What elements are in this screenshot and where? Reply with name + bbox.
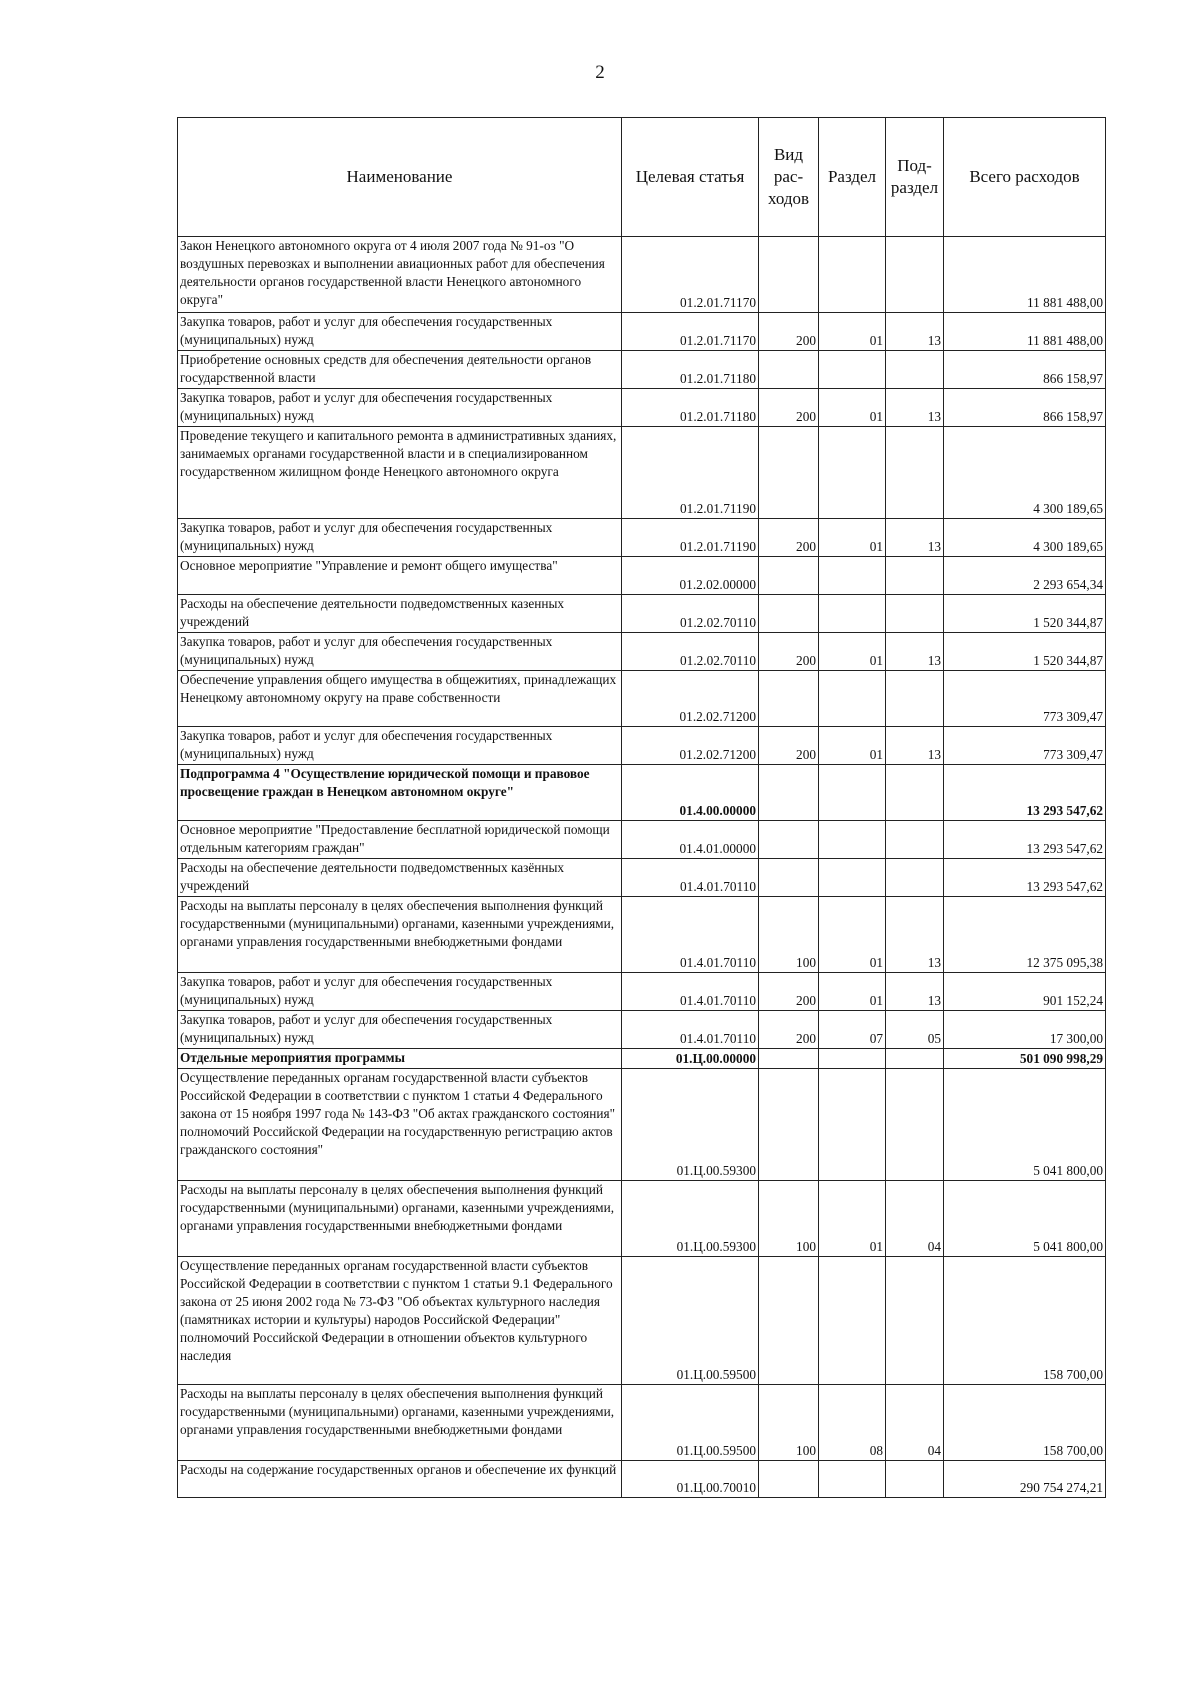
row-section (819, 595, 886, 633)
row-name: Расходы на выплаты персоналу в целях обеспечения выполнения функций государственными (муниципальными) органами, казенными учреждениями, органами управления государственными внебюджетными фондами (178, 897, 622, 973)
row-subsection (886, 595, 944, 633)
table-row (178, 897, 1106, 973)
header-section: Раздел (819, 118, 886, 237)
row-name: Основное мероприятие "Управление и ремонт общего имущества" (178, 557, 622, 595)
row-name: Расходы на обеспечение деятельности подведомственных казенных учреждений (178, 595, 622, 633)
row-expense-type: 100 (759, 1181, 819, 1257)
row-subsection (886, 1049, 944, 1069)
table-row (178, 427, 1106, 519)
row-target-article: 01.2.02.71200 (622, 671, 759, 727)
row-total: 13 293 547,62 (944, 859, 1106, 897)
row-target-article: 01.2.01.71180 (622, 389, 759, 427)
row-target-article: 01.4.01.70110 (622, 897, 759, 973)
row-total: 11 881 488,00 (944, 237, 1106, 313)
row-name: Осуществление переданных органам государственной власти субъектов Российской Федерации в соответствии с пунктом 1 статьи 4 Федерального закона от 15 ноября 1997 года № 143-ФЗ "Об актах гражданского состояния" полномочий Российской Федерации на государственную регистрацию актов гражданского состояния" (178, 1069, 622, 1181)
row-section: 07 (819, 1011, 886, 1049)
row-target-article: 01.4.00.00000 (622, 765, 759, 821)
row-target-article: 01.4.01.70110 (622, 973, 759, 1011)
row-subsection: 13 (886, 313, 944, 351)
row-total: 290 754 274,21 (944, 1461, 1106, 1498)
row-name: Подпрограмма 4 "Осуществление юридической помощи и правовое просвещение граждан в Ненецком автономном округе" (178, 765, 622, 821)
row-subsection: 13 (886, 519, 944, 557)
row-target-article: 01.Ц.00.70010 (622, 1461, 759, 1498)
row-name: Закон Ненецкого автономного округа от 4 июля 2007 года № 91-оз "О воздушных перевозках и выполнении авиационных работ для обеспечения деятельности органов государственной власти Ненецкого автономного округа" (178, 237, 622, 313)
row-name: Осуществление переданных органам государственной власти субъектов Российской Федерации в соответствии с пунктом 1 статьи 9.1 Федерального закона от 25 июня 2002 года № 73-ФЗ "Об объектах культурного наследия (памятниках истории и культуры) народов Российской Федерации" полномочий Российской Федерации в отношении объектов культурного наследия (178, 1257, 622, 1385)
table-row (178, 821, 1106, 859)
row-total: 1 520 344,87 (944, 595, 1106, 633)
row-name: Закупка товаров, работ и услуг для обеспечения государственных (муниципальных) нужд (178, 973, 622, 1011)
row-expense-type (759, 595, 819, 633)
row-target-article: 01.2.01.71190 (622, 427, 759, 519)
row-total: 4 300 189,65 (944, 519, 1106, 557)
row-section (819, 821, 886, 859)
table-row (178, 973, 1106, 1011)
table-row (178, 1257, 1106, 1385)
row-subsection (886, 427, 944, 519)
row-name: Закупка товаров, работ и услуг для обеспечения государственных (муниципальных) нужд (178, 1011, 622, 1049)
row-expense-type (759, 1049, 819, 1069)
row-expense-type (759, 765, 819, 821)
row-section (819, 765, 886, 821)
row-subsection: 04 (886, 1385, 944, 1461)
row-total: 13 293 547,62 (944, 821, 1106, 859)
header-total-expenses: Всего расходов (944, 118, 1106, 237)
row-section (819, 557, 886, 595)
row-subsection (886, 351, 944, 389)
row-subsection: 13 (886, 897, 944, 973)
row-section (819, 671, 886, 727)
row-section: 01 (819, 973, 886, 1011)
page-number: 2 (595, 62, 605, 83)
row-total: 5 041 800,00 (944, 1069, 1106, 1181)
row-expense-type: 200 (759, 313, 819, 351)
row-expense-type (759, 557, 819, 595)
row-name: Отдельные мероприятия программы (178, 1049, 622, 1069)
table-row (178, 1049, 1106, 1069)
row-total: 1 520 344,87 (944, 633, 1106, 671)
table-row (178, 237, 1106, 313)
row-section (819, 1461, 886, 1498)
header-target-article: Целевая статья (622, 118, 759, 237)
row-subsection (886, 237, 944, 313)
row-total: 901 152,24 (944, 973, 1106, 1011)
table-row (178, 1385, 1106, 1461)
row-subsection (886, 821, 944, 859)
row-total: 866 158,97 (944, 351, 1106, 389)
row-total: 13 293 547,62 (944, 765, 1106, 821)
row-expense-type: 100 (759, 1385, 819, 1461)
table-row (178, 1011, 1106, 1049)
row-subsection (886, 557, 944, 595)
row-target-article: 01.2.01.71170 (622, 313, 759, 351)
row-subsection (886, 1257, 944, 1385)
table-row (178, 765, 1106, 821)
row-name: Закупка товаров, работ и услуг для обеспечения государственных (муниципальных) нужд (178, 389, 622, 427)
row-expense-type (759, 671, 819, 727)
table-row (178, 633, 1106, 671)
row-name: Приобретение основных средств для обеспечения деятельности органов государственной власти (178, 351, 622, 389)
row-subsection (886, 859, 944, 897)
header-name: Наименование (178, 118, 622, 237)
row-target-article: 01.2.02.71200 (622, 727, 759, 765)
table-row (178, 389, 1106, 427)
row-subsection: 05 (886, 1011, 944, 1049)
row-section (819, 427, 886, 519)
row-subsection: 13 (886, 973, 944, 1011)
row-subsection (886, 765, 944, 821)
row-target-article: 01.4.01.70110 (622, 1011, 759, 1049)
row-total: 773 309,47 (944, 727, 1106, 765)
row-subsection (886, 1461, 944, 1498)
row-name: Обеспечение управления общего имущества в общежитиях, принадлежащих Ненецкому автономному округу на праве собственности (178, 671, 622, 727)
row-name: Проведение текущего и капитального ремонта в административных зданиях, занимаемых органами государственной власти и в специализированном государственном жилищном фонде Ненецкого автономного округа (178, 427, 622, 519)
row-total: 17 300,00 (944, 1011, 1106, 1049)
row-total: 158 700,00 (944, 1385, 1106, 1461)
row-total: 158 700,00 (944, 1257, 1106, 1385)
row-section: 01 (819, 897, 886, 973)
header-subsection: Под-раздел (886, 118, 944, 237)
row-expense-type: 200 (759, 1011, 819, 1049)
row-expense-type (759, 859, 819, 897)
row-total: 11 881 488,00 (944, 313, 1106, 351)
table-row (178, 351, 1106, 389)
row-section (819, 859, 886, 897)
row-section: 01 (819, 727, 886, 765)
table-row (178, 1181, 1106, 1257)
row-total: 4 300 189,65 (944, 427, 1106, 519)
budget-table (177, 117, 1106, 1498)
row-subsection: 13 (886, 727, 944, 765)
row-total: 12 375 095,38 (944, 897, 1106, 973)
row-target-article: 01.2.02.70110 (622, 633, 759, 671)
row-subsection: 13 (886, 633, 944, 671)
row-total: 866 158,97 (944, 389, 1106, 427)
row-name: Расходы на содержание государственных органов и обеспечение их функций (178, 1461, 622, 1498)
row-total: 5 041 800,00 (944, 1181, 1106, 1257)
row-target-article: 01.Ц.00.59500 (622, 1257, 759, 1385)
row-total: 501 090 998,29 (944, 1049, 1106, 1069)
row-section: 01 (819, 389, 886, 427)
row-section (819, 237, 886, 313)
row-target-article: 01.Ц.00.00000 (622, 1049, 759, 1069)
table-row (178, 859, 1106, 897)
row-expense-type (759, 351, 819, 389)
row-target-article: 01.2.01.71190 (622, 519, 759, 557)
row-target-article: 01.Ц.00.59300 (622, 1069, 759, 1181)
row-target-article: 01.Ц.00.59500 (622, 1385, 759, 1461)
row-name: Закупка товаров, работ и услуг для обеспечения государственных (муниципальных) нужд (178, 313, 622, 351)
row-total: 2 293 654,34 (944, 557, 1106, 595)
row-section (819, 351, 886, 389)
row-target-article: 01.2.01.71180 (622, 351, 759, 389)
row-section: 08 (819, 1385, 886, 1461)
row-target-article: 01.4.01.00000 (622, 821, 759, 859)
row-expense-type: 200 (759, 389, 819, 427)
row-expense-type: 200 (759, 633, 819, 671)
row-expense-type (759, 427, 819, 519)
row-section (819, 1257, 886, 1385)
row-expense-type: 200 (759, 973, 819, 1011)
row-section (819, 1049, 886, 1069)
row-section: 01 (819, 633, 886, 671)
row-section: 01 (819, 519, 886, 557)
row-expense-type: 200 (759, 727, 819, 765)
row-expense-type: 100 (759, 897, 819, 973)
row-section (819, 1069, 886, 1181)
row-target-article: 01.Ц.00.59300 (622, 1181, 759, 1257)
table-row (178, 595, 1106, 633)
row-target-article: 01.4.01.70110 (622, 859, 759, 897)
row-expense-type: 200 (759, 519, 819, 557)
row-section: 01 (819, 1181, 886, 1257)
row-target-article: 01.2.01.71170 (622, 237, 759, 313)
row-name: Расходы на выплаты персоналу в целях обеспечения выполнения функций государственными (муниципальными) органами, казенными учреждениями, органами управления государственными внебюджетными фондами (178, 1181, 622, 1257)
row-name: Закупка товаров, работ и услуг для обеспечения государственных (муниципальных) нужд (178, 633, 622, 671)
row-expense-type (759, 821, 819, 859)
table-row (178, 1461, 1106, 1498)
row-target-article: 01.2.02.70110 (622, 595, 759, 633)
table-row (178, 313, 1106, 351)
row-subsection: 04 (886, 1181, 944, 1257)
row-section: 01 (819, 313, 886, 351)
table-row (178, 557, 1106, 595)
row-target-article: 01.2.02.00000 (622, 557, 759, 595)
table-row (178, 727, 1106, 765)
row-subsection: 13 (886, 389, 944, 427)
row-total: 773 309,47 (944, 671, 1106, 727)
row-name: Закупка товаров, работ и услуг для обеспечения государственных (муниципальных) нужд (178, 727, 622, 765)
header-expense-type: Вид рас-ходов (759, 118, 819, 237)
row-expense-type (759, 1257, 819, 1385)
table-row (178, 671, 1106, 727)
row-subsection (886, 1069, 944, 1181)
table-header-row (178, 118, 1106, 237)
table-row (178, 1069, 1106, 1181)
row-name: Расходы на выплаты персоналу в целях обеспечения выполнения функций государственными (муниципальными) органами, казенными учреждениями, органами управления государственными внебюджетными фондами (178, 1385, 622, 1461)
row-expense-type (759, 237, 819, 313)
row-expense-type (759, 1069, 819, 1181)
row-subsection (886, 671, 944, 727)
row-name: Закупка товаров, работ и услуг для обеспечения государственных (муниципальных) нужд (178, 519, 622, 557)
row-expense-type (759, 1461, 819, 1498)
row-name: Расходы на обеспечение деятельности подведомственных казённых учреждений (178, 859, 622, 897)
row-name: Основное мероприятие "Предоставление бесплатной юридической помощи отдельным категориям граждан" (178, 821, 622, 859)
table-row (178, 519, 1106, 557)
